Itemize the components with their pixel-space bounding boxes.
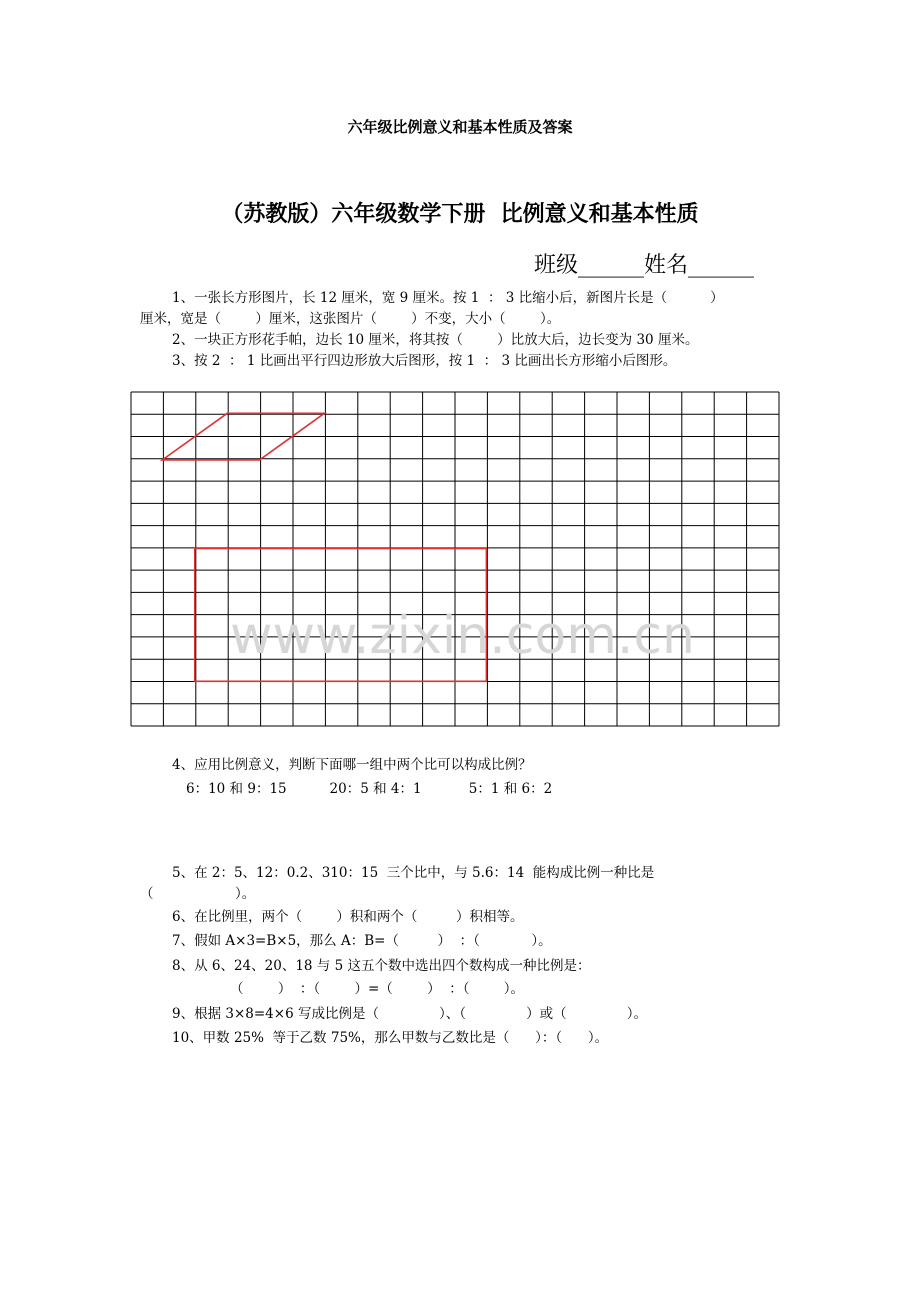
question-4: 4、应用比例意义，判断下面哪一组中两个比可以构成比例？ xyxy=(172,757,532,773)
grid-lines xyxy=(131,392,779,726)
question-3: 3、按 2 ： 1 比画出平行四边形放大后图形，按 1 ： 3 比画出长方形缩小后图形。 xyxy=(172,353,677,369)
question-9: 9、根据 3×8=4×6 写成比例是（ ）、（ ）或（ ）。 xyxy=(172,1006,647,1022)
question-2: 2、一块正方形花手帕，边长 10 厘米，将其按（ ）比放大后，边长变为 30 厘米。 xyxy=(172,332,699,348)
question-1-line-2: 厘米，宽是（ ）厘米，这张图片（ ）不变，大小（ ）。 xyxy=(140,311,561,327)
question-10: 10、甲数 25% 等于乙数 75%，那么甲数与乙数比是（ ）：（ ）。 xyxy=(172,1030,609,1046)
question-4-options: 6：10 和 9：15 20：5 和 4：1 5：1 和 6：2 xyxy=(186,781,553,797)
document-title: 六年级比例意义和基本性质及答案 xyxy=(347,118,573,136)
question-1-line-1: 1、一张长方形图片，长 12 厘米，宽 9 厘米。按 1 ： 3 比缩小后，新图片长是（ ） xyxy=(172,290,724,306)
class-name-line: 班级______姓名______ xyxy=(534,253,755,278)
question-6: 6、在比例里，两个（ ）积和两个（ ）积相等。 xyxy=(172,909,524,925)
watermark-text: www.zixin.com.cn xyxy=(230,606,695,666)
question-7: 7、假如 A×3=B×5，那么 A：B=（ ） ：（ ）。 xyxy=(172,933,552,949)
drawing-grid xyxy=(130,391,780,727)
question-8-line-1: 8、从 6、24、20、18 与 5 这五个数中选出四个数构成一种比例是： xyxy=(172,958,591,974)
question-8-line-2: （ ） ：（ ）=（ ） ：（ ）。 xyxy=(230,981,525,997)
worksheet-title: （苏教版）六年级数学下册 比例意义和基本性质 xyxy=(221,201,699,227)
question-5-line-2: （ ）。 xyxy=(140,886,256,902)
question-5-line-1: 5、在 2：5、12：0.2、310：15 三个比中，与 5.6：14 能构成比例一种比是 xyxy=(172,865,655,881)
